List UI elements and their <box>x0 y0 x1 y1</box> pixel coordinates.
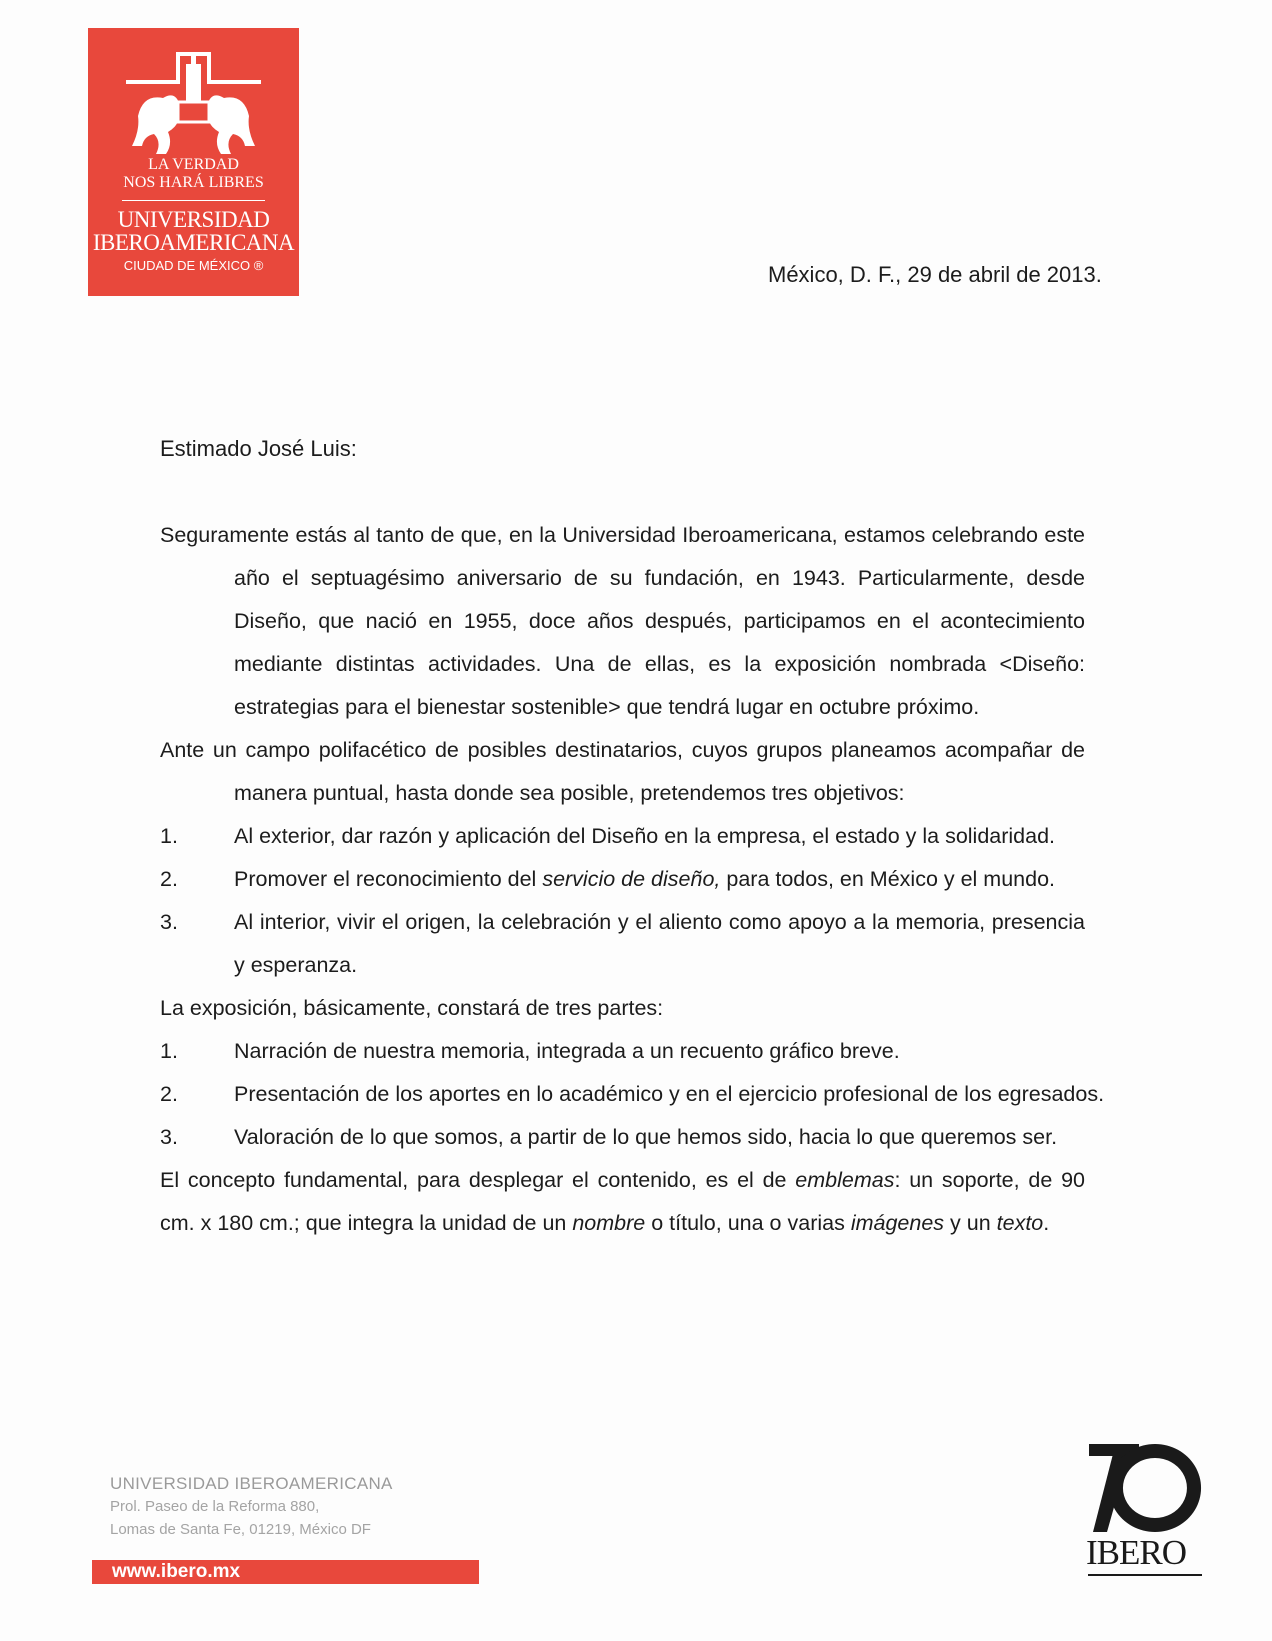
list-number: 2. <box>160 867 178 891</box>
list-text: Al exterior, dar razón y aplicación del Diseño en la empresa, el estado y la solidaridad. <box>234 824 1056 848</box>
logo-divider <box>122 200 265 201</box>
footer-university-name: UNIVERSIDAD IBEROAMERICANA <box>110 1474 393 1493</box>
list-text: Al interior, vivir el origen, la celebración y el aliento como apoyo a la memoria, presencia y esperanza. <box>234 910 1085 977</box>
letter-date: México, D. F., 29 de abril de 2013. <box>768 262 1102 287</box>
ibero-brand-word: IBERO <box>1086 1533 1186 1572</box>
letter-body <box>160 514 1105 1245</box>
logo-motto <box>88 156 299 192</box>
list-text: Narración de nuestra memoria, integrada a un recuento gráfico breve. <box>234 1039 900 1063</box>
text-part: o título, una o varias <box>645 1211 851 1235</box>
ibero-underline <box>1088 1574 1202 1576</box>
list-number: 3. <box>160 910 178 934</box>
paragraph-4 <box>160 1159 1085 1245</box>
list-number: 2. <box>160 1082 178 1106</box>
list-number: 1. <box>160 824 178 848</box>
list-item <box>160 858 1085 901</box>
footer-address-line-1: Prol. Paseo de la Reforma 880, <box>110 1498 320 1515</box>
text-emphasis: nombre <box>572 1211 646 1235</box>
footer-website-link[interactable]: www.ibero.mx <box>92 1560 479 1584</box>
list-text <box>234 858 1085 901</box>
paragraph-2: Ante un campo polifacético de posibles destinatarios, cuyos grupos planeamos acompañar de manera puntual, hasta donde sea posible, pretendemos tres objetivos: <box>160 738 1085 805</box>
logo-name-line-2: IBEROAMERICANA <box>92 230 295 255</box>
list-item <box>160 901 1085 987</box>
list-number: 3. <box>160 1125 178 1149</box>
text-part: El concepto fundamental, para desplegar el contenido, es el de <box>160 1168 796 1192</box>
coat-of-arms-icon <box>118 46 269 154</box>
text-emphasis: texto <box>996 1211 1044 1235</box>
list-text: Presentación de los aportes en lo académico y en el ejercicio profesional de los egresados. <box>234 1082 1105 1106</box>
logo-city: CIUDAD DE MÉXICO ® <box>123 258 264 273</box>
list-item <box>160 1116 1085 1159</box>
list-text: Valoración de lo que somos, a partir de lo que hemos sido, hacia lo que queremos ser. <box>234 1125 1058 1149</box>
list-text-emphasis: servicio de diseño, <box>542 867 721 891</box>
list-item <box>160 815 1085 858</box>
list-text-part: Promover el reconocimiento del <box>234 867 543 891</box>
text-emphasis: imágenes <box>850 1211 945 1235</box>
list-item <box>160 1030 1085 1073</box>
logo-name-line-1: UNIVERSIDAD <box>117 207 270 232</box>
logo-university-name <box>88 208 299 254</box>
list-item <box>160 1073 1105 1116</box>
paragraph-3: La exposición, básicamente, constará de tres partes: <box>160 996 664 1020</box>
footer-address-line-2: Lomas de Santa Fe, 01219, México DF <box>110 1521 371 1538</box>
text-part: y un <box>944 1211 997 1235</box>
letter-greeting: Estimado José Luis: <box>160 436 357 461</box>
university-logo <box>88 28 299 296</box>
motto-line-2: NOS HARÁ LIBRES <box>123 174 264 191</box>
footer-address <box>110 1472 393 1541</box>
list-number: 1. <box>160 1039 178 1063</box>
paragraph-1: Seguramente estás al tanto de que, en la Universidad Iberoamericana, estamos celebrando este año el septuagésimo aniversario de su fundación, en 1943. Particularmente, desde Diseño, que nació en 1955, doce años después, participamos en el acontecimiento mediante distintas actividades. Una de ellas, es la exposición nombrada <Diseño: estrategias para el bienestar sostenible> que tendrá lugar en octubre próximo. <box>160 523 1085 719</box>
list-text-part: para todos, en México y el mundo. <box>720 867 1056 891</box>
text-part: : un soporte, de 90 cm. x 180 cm.; que integra la unidad de un <box>160 1168 1086 1235</box>
motto-line-1: LA VERDAD <box>148 156 239 173</box>
text-emphasis: emblemas <box>795 1168 895 1192</box>
text-part: . <box>1043 1211 1050 1235</box>
